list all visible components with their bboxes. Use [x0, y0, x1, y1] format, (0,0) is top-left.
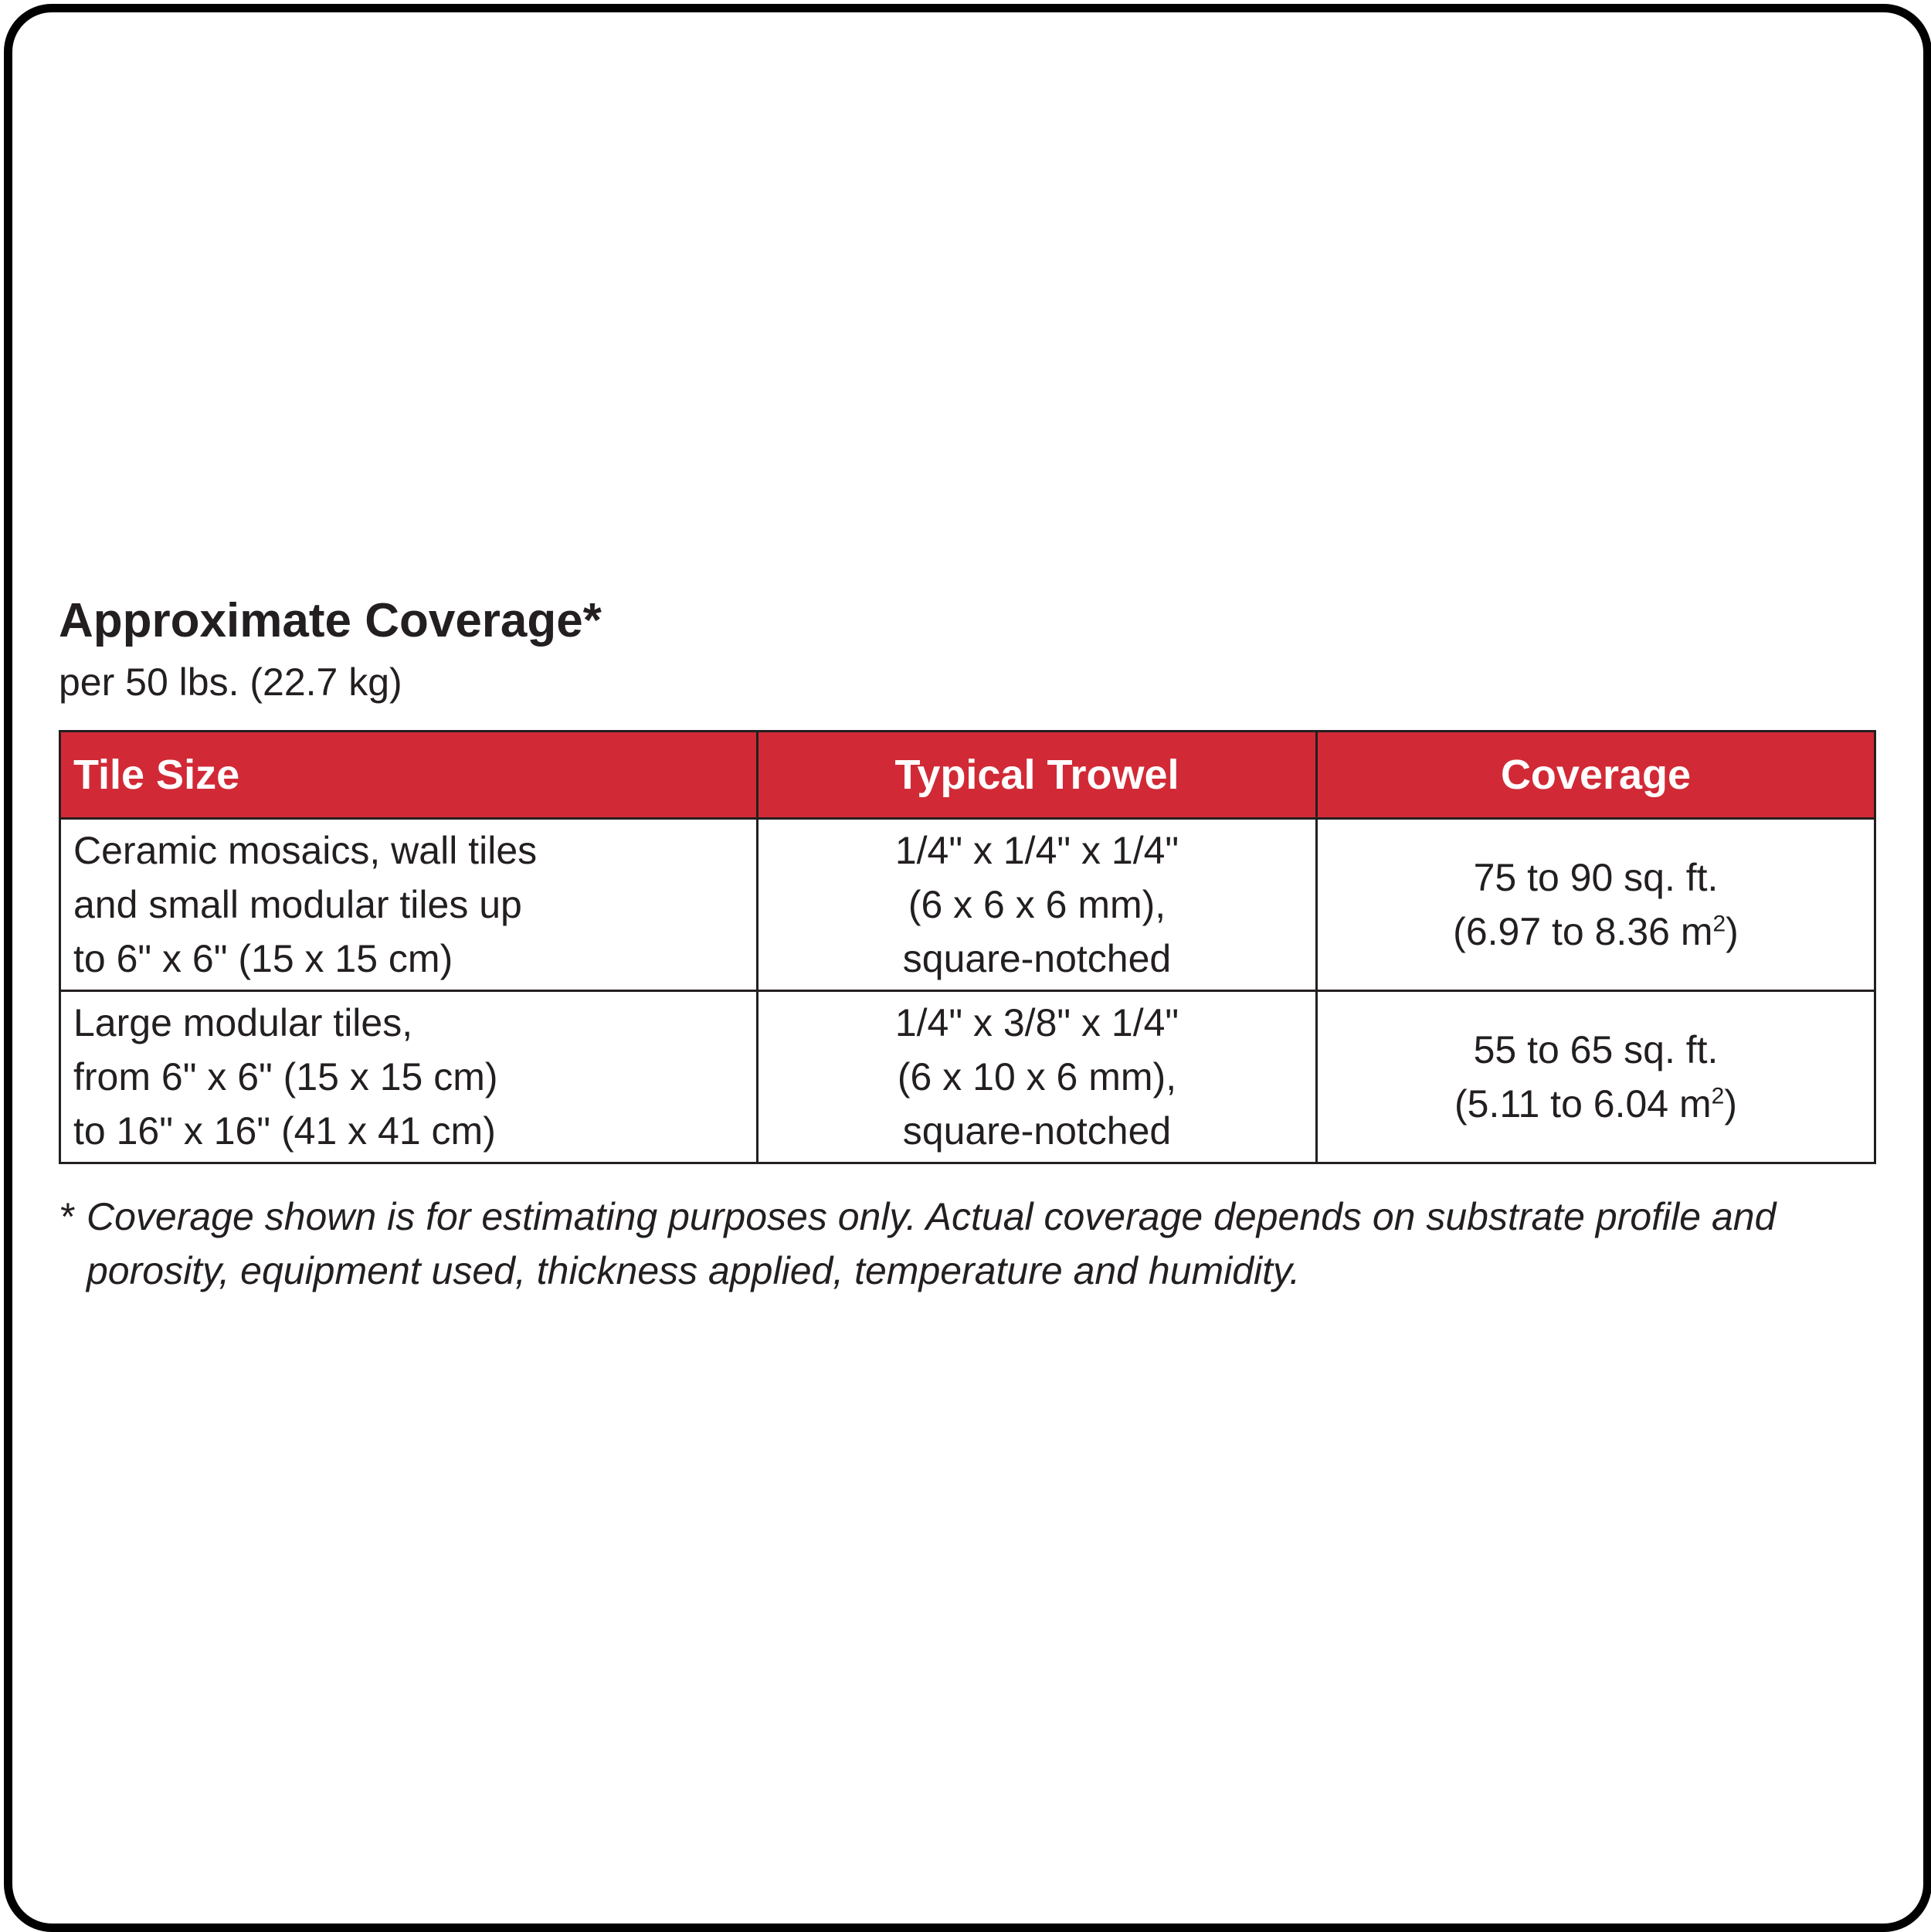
cell-line: (6 x 6 x 6 mm),	[908, 883, 1166, 926]
cell-line: from 6" x 6" (15 x 15 cm)	[73, 1055, 498, 1098]
cell-coverage	[1317, 991, 1875, 1163]
cell-line: Large modular tiles,	[73, 1001, 413, 1044]
cell-line: to 16" x 16" (41 x 41 cm)	[73, 1109, 496, 1153]
metric-value: (6.97 to 8.36 m	[1453, 910, 1713, 953]
cell-line: 55 to 65 sq. ft.	[1473, 1028, 1719, 1071]
table-row	[60, 819, 1875, 991]
cell-line: square-notched	[902, 937, 1172, 980]
cell-line: and small modular tiles up	[73, 883, 522, 926]
coverage-table	[59, 730, 1876, 1164]
coverage-subtitle: per 50 lbs. (22.7 kg)	[59, 660, 402, 704]
cell-line-metric	[1330, 1077, 1861, 1131]
metric-close: )	[1724, 1082, 1737, 1126]
metric-value: (5.11 to 6.04 m	[1454, 1082, 1712, 1126]
cell-line: (6 x 10 x 6 mm),	[897, 1055, 1177, 1098]
cell-tile-size	[60, 819, 758, 991]
superscript: 2	[1711, 1083, 1725, 1109]
metric-close: )	[1726, 910, 1739, 953]
table-header-row	[60, 732, 1875, 819]
cell-line: to 6" x 6" (15 x 15 cm)	[73, 937, 453, 980]
cell-trowel	[758, 991, 1317, 1163]
cell-coverage	[1317, 819, 1875, 991]
cell-trowel	[758, 819, 1317, 991]
footnote-mark: *	[59, 1195, 74, 1238]
footnote	[59, 1190, 1874, 1298]
header-tile-size: Tile Size	[60, 732, 758, 819]
cell-line-metric	[1330, 905, 1861, 959]
header-coverage: Coverage	[1317, 732, 1875, 819]
cell-line: 75 to 90 sq. ft.	[1473, 856, 1719, 899]
table-row	[60, 991, 1875, 1163]
cell-line: square-notched	[902, 1109, 1172, 1153]
cell-tile-size	[60, 991, 758, 1163]
coverage-title: Approximate Coverage*	[59, 594, 602, 647]
header-typical-trowel: Typical Trowel	[758, 732, 1317, 819]
cell-line: 1/4" x 1/4" x 1/4"	[894, 829, 1179, 872]
footnote-text: Coverage shown is for estimating purposes only. Actual coverage depends on substrate profile and porosity, equipment used, thickness applied, temperature and humidity.	[87, 1195, 1777, 1292]
superscript: 2	[1712, 911, 1726, 937]
cell-line: 1/4" x 3/8" x 1/4"	[894, 1001, 1179, 1044]
cell-line: Ceramic mosaics, wall tiles	[73, 829, 538, 872]
